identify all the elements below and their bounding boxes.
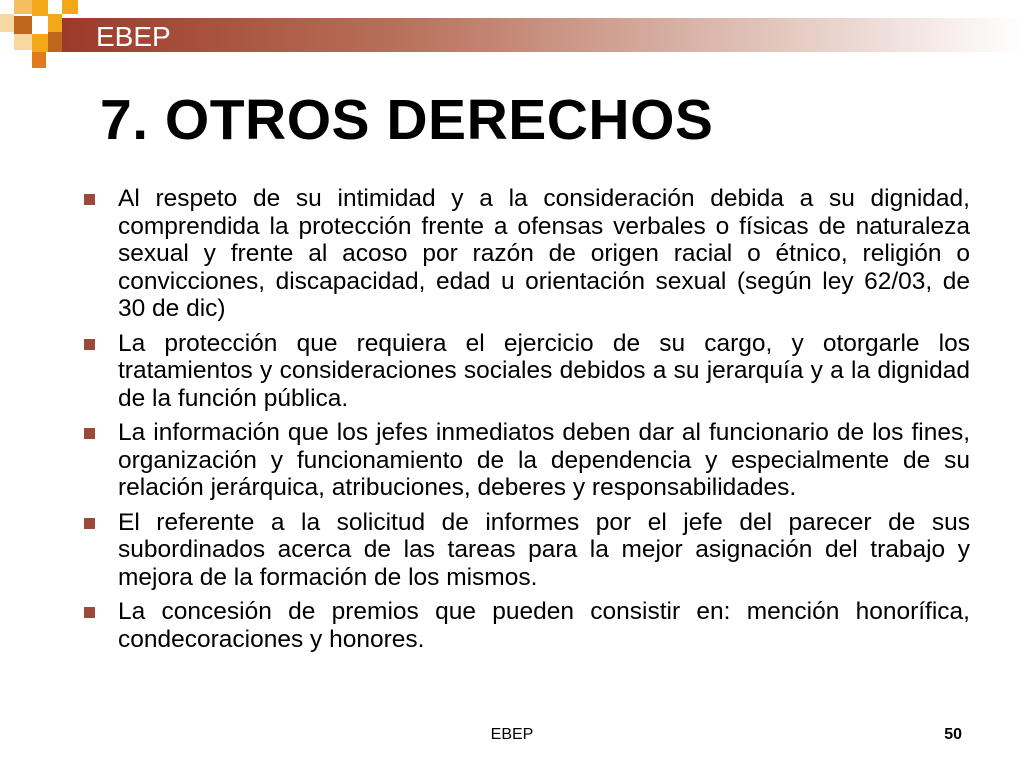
bullet-item: [80, 419, 970, 502]
bullet-text: El referente a la solicitud de informes por el jefe del parecer de sus subordinados acerca de las tareas para la mejor asignación del trabajo y mejora de la formación de los mismos.: [118, 508, 970, 591]
bullet-text: La información que los jefes inmediatos deben dar al funcionario de los fines, organización y funcionamiento de la dependencia y especialmente de su relación jerárquica, atribuciones, deberes y responsabilidades.: [118, 419, 970, 501]
bullet-text: La concesión de premios que pueden consistir en: mención honorífica, condecoraciones y honores.: [118, 598, 970, 653]
bullet-item: [80, 330, 970, 413]
bullet-item: [80, 598, 970, 653]
footer-label: EBEP: [490, 726, 534, 743]
header-label: EBEP: [96, 21, 171, 52]
bullet-item: [80, 509, 970, 592]
bullet-marker-icon: [84, 339, 95, 350]
page-number: 50: [944, 726, 962, 743]
bullet-marker-icon: [84, 428, 95, 439]
bullet-text: Al respeto de su intimidad y a la consideración debida a su dignidad, comprendida la protección frente a ofensas verbales o físicas de naturaleza sexual y frente al acoso por razón de origen racial o étnico, religión o convicciones, discapacidad, edad u orientación sexual (según ley 62/03, de 30 de dic): [118, 185, 970, 322]
bullet-item: [80, 185, 970, 323]
bullet-marker-icon: [84, 194, 95, 205]
bullet-marker-icon: [84, 607, 95, 618]
header-bar: [62, 18, 1024, 52]
bullet-list: [80, 185, 970, 660]
bullet-text: La protección que requiera el ejercicio de su cargo, y otorgarle los tratamientos y consideraciones sociales debidos a su jerarquía y a la dignidad de la función pública.: [118, 329, 970, 412]
bullet-marker-icon: [84, 518, 95, 529]
slide-title: 7. OTROS DERECHOS: [100, 88, 714, 152]
